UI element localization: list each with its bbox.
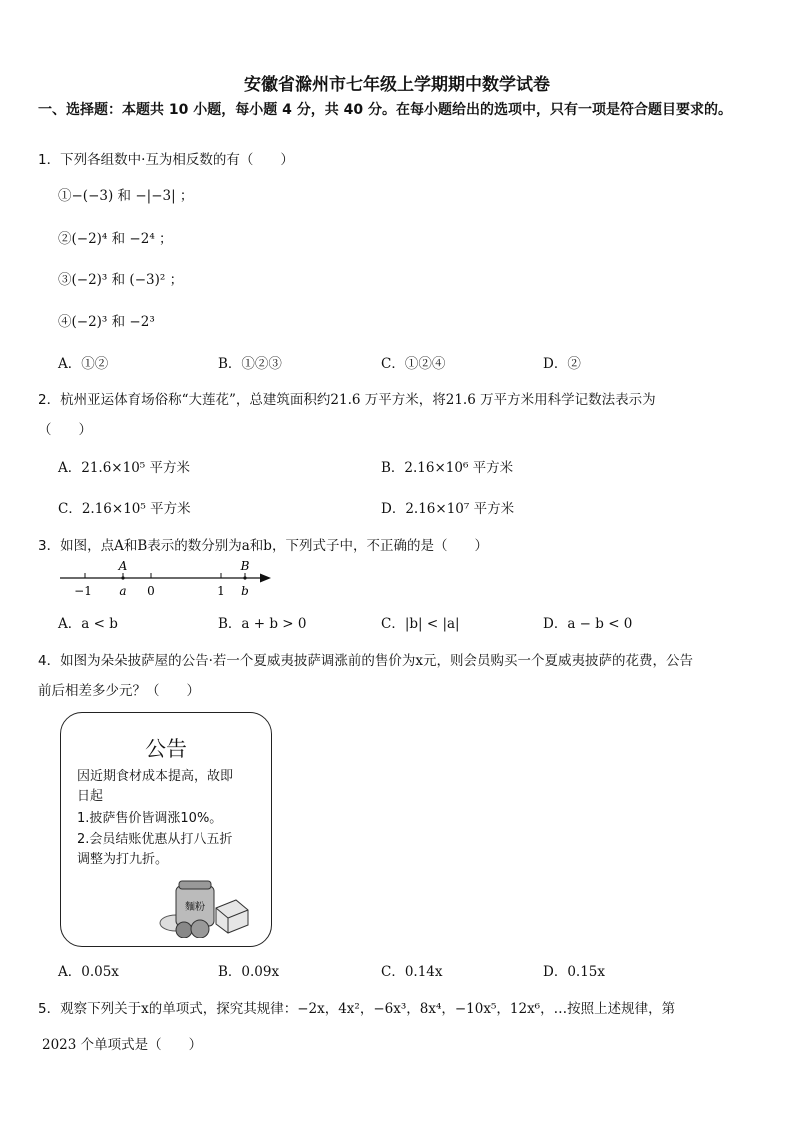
q1-option-a[interactable]: A．①② [58,356,109,372]
notice-line: 因近期食材成本提高，故即 [77,769,234,784]
notice-line: 日起 [77,789,104,804]
q1-option-b[interactable]: B．①②③ [218,356,282,372]
notice-title: 公告 [145,737,187,761]
axis-arrow [260,574,271,583]
q4-option-b[interactable]: B．0.09x [218,964,280,980]
q1-item-4: ④(−2)³ 和 −2³ [58,314,155,330]
question-number: 1． [38,152,61,168]
question-text: 观察下列关于x的单项式，探究其规律：−2x，4x²，−6x³，8x⁴，−10x⁵，12x⁶，…按照上述规律，第 [60,1001,676,1017]
page-title: 安徽省滁州市七年级上学期期中数学试卷 [244,75,550,95]
question-text: 如图为朵朵披萨屋的公告·若一个夏威夷披萨调涨前的售价为x元，则会员购买一个夏威夷披萨的花费，公告 [60,653,693,669]
question-number: 3． [38,538,61,554]
question-number: 5． [38,1001,61,1017]
question-1-stem [38,148,294,168]
q1-item-2: ②(−2)⁴ 和 −2⁴ ； [58,231,173,247]
q2-option-c[interactable]: C．2.16×10⁵ 平方米 [58,501,191,517]
flour-bag-label: 麵粉 [185,902,205,913]
q4-option-d[interactable]: D．0.15x [543,964,605,980]
q2-option-b[interactable]: B．2.16×10⁶ 平方米 [381,460,514,476]
question-number: 4． [38,653,61,669]
point-a [121,576,124,579]
question-5-stem-cont: 2023 个单项式是（ ） [42,1037,203,1053]
question-text: 下列各组数中·互为相反数的有（ ） [60,152,294,168]
question-number: 2． [38,392,61,408]
flour-bag-top [179,881,211,889]
q1-item-1: ①−(−3) 和 −|−3| ； [58,188,194,204]
notice-line: 2.会员结账优惠从打八五折 [77,832,233,847]
q1-item-3: ③(−2)³ 和 (−3)² ； [58,272,184,288]
question-5-stem [38,997,675,1017]
question-text: 杭州亚运体育场俗称“大莲花”，总建筑面积约21.6 万平方米，将21.6 万平方米用科学记数法表示为 [60,392,656,408]
section-heading: 一、选择题：本题共 10 小题，每小题 4 分，共 40 分。在每小题给出的选项中，只有一项是符合题目要求的。 [38,102,732,118]
q3-option-d[interactable]: D．a − b < 0 [543,616,633,632]
point-a-label: A [118,559,128,573]
tick-label-a: a [119,584,127,598]
q1-option-c[interactable]: C．①②④ [381,356,446,372]
point-b-label: B [240,559,250,573]
question-4-stem-cont: 前后相差多少元？（ ） [38,683,200,699]
q3-option-a[interactable]: A．a < b [58,616,118,632]
q2-option-d[interactable]: D．2.16×10⁷ 平方米 [381,501,515,517]
question-4-stem [38,649,693,669]
tick-label-one: 1 [217,584,225,598]
tomato-icon [191,920,209,938]
q4-option-c[interactable]: C．0.14x [381,964,443,980]
tomato-icon [176,922,192,938]
point-b [243,576,246,579]
q2-option-a[interactable]: A．21.6×10⁵ 平方米 [58,460,191,476]
question-3-stem [38,534,488,554]
q4-option-a[interactable]: A．0.05x [58,964,119,980]
question-text: 如图，点A和B表示的数分别为a和b，下列式子中，不正确的是（ ） [60,538,488,554]
q3-option-c[interactable]: C．|b| < |a| [381,616,460,632]
tick-label-neg-one: −1 [74,584,92,598]
number-line-figure [55,558,275,600]
question-2-stem [38,388,656,408]
question-2-stem-cont: （ ） [38,422,92,438]
notice-line: 调整为打九折。 [77,852,169,867]
tick-label-b: b [241,584,249,598]
q3-option-b[interactable]: B．a + b > 0 [218,616,307,632]
ingredients-illustration [146,878,256,938]
notice-board [60,712,272,947]
tick-label-zero: 0 [147,584,155,598]
q1-option-d[interactable]: D．② [543,356,581,372]
notice-line: 1.披萨售价皆调涨10%。 [77,811,223,826]
